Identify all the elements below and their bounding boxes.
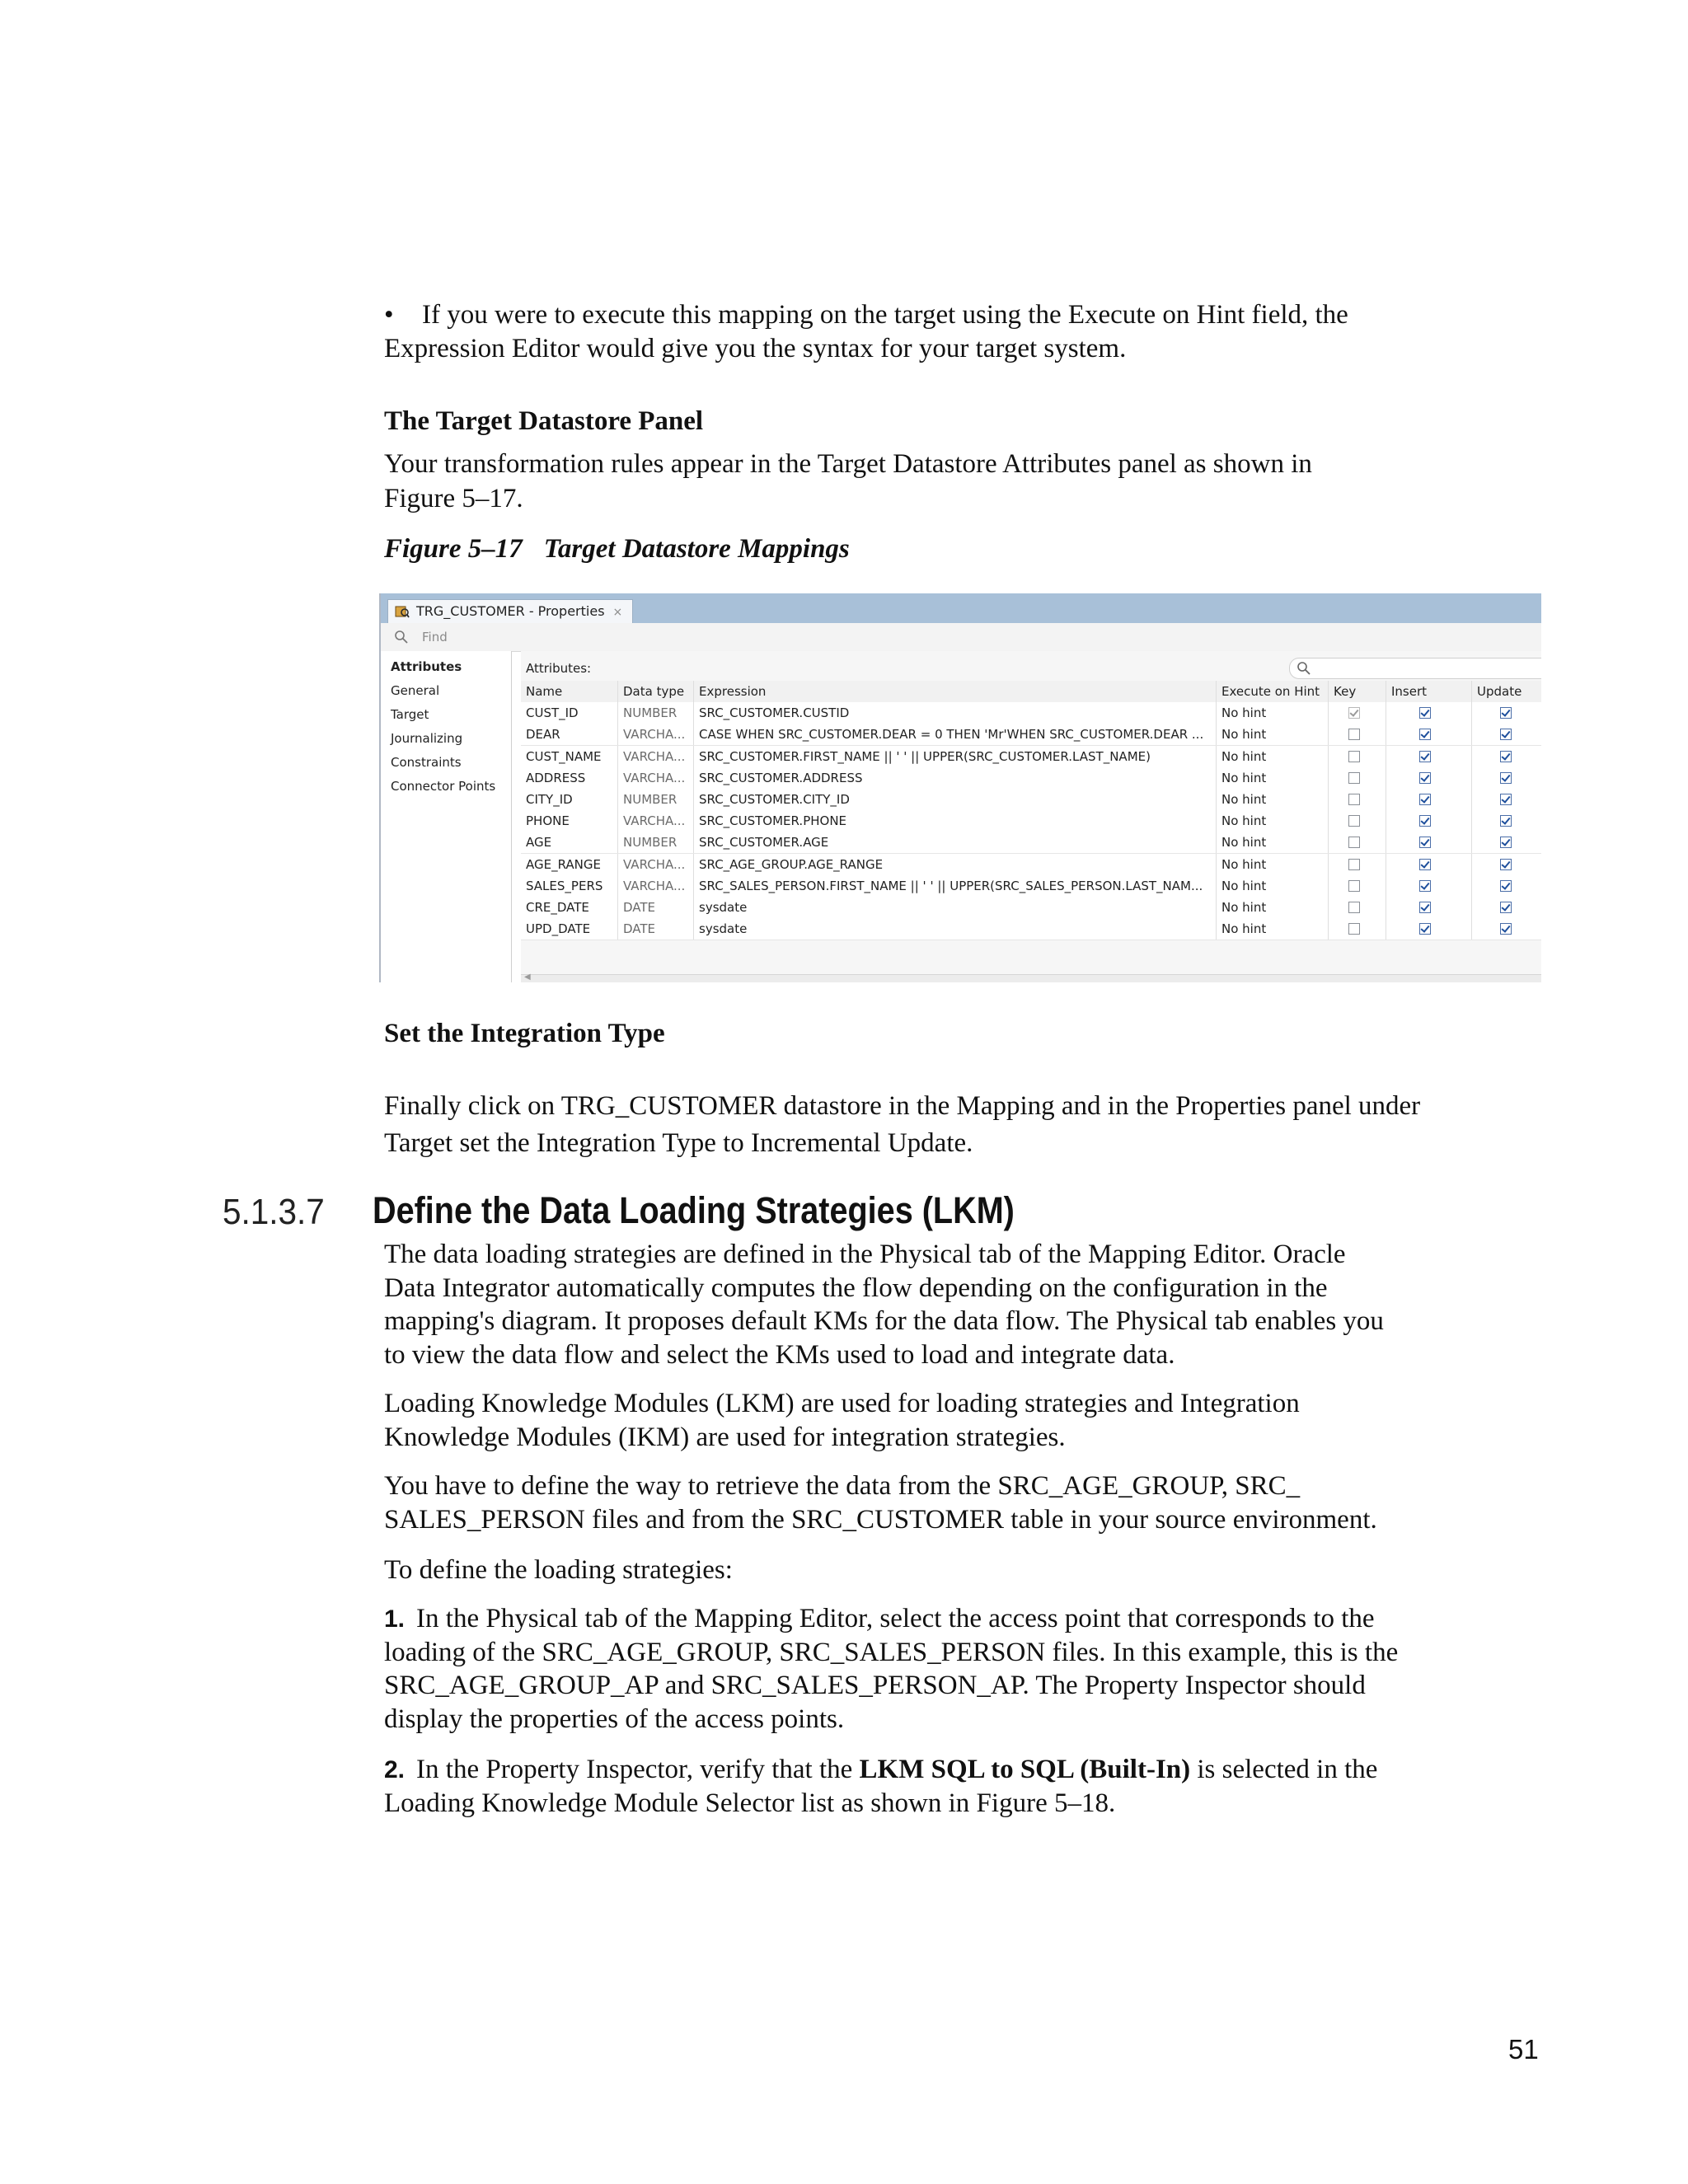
table-row[interactable]	[521, 918, 1541, 940]
step-2-pre: In the Property Inspector, verify that the	[416, 1755, 860, 1784]
bullet-line-1: If you were to execute this mapping on the target using the Execute on Hint field, the	[422, 300, 1348, 330]
cell-execute-on-hint: No hint	[1217, 702, 1329, 724]
search-icon	[1296, 661, 1311, 676]
update-checkbox[interactable]	[1500, 837, 1512, 848]
step-1-line-4: display the properties of the access points.	[384, 1704, 845, 1734]
step-2-number: 2.	[384, 1756, 406, 1783]
cell-execute-on-hint: No hint	[1217, 897, 1329, 918]
key-checkbox-cell	[1329, 918, 1386, 940]
sidebar-item-constraints[interactable]: Constraints	[391, 755, 462, 770]
update-checkbox-cell	[1472, 746, 1541, 767]
key-checkbox[interactable]	[1348, 729, 1360, 740]
key-checkbox-cell	[1329, 832, 1386, 853]
cell-data-type: VARCHA...	[618, 724, 694, 745]
update-checkbox-cell	[1472, 897, 1541, 918]
update-checkbox[interactable]	[1500, 923, 1512, 935]
insert-checkbox[interactable]	[1419, 751, 1431, 762]
cell-execute-on-hint: No hint	[1217, 810, 1329, 832]
step-1-number: 1.	[384, 1605, 406, 1633]
insert-checkbox-cell	[1386, 897, 1472, 918]
update-checkbox-cell	[1472, 832, 1541, 853]
sidebar-item-attributes[interactable]: Attributes	[391, 659, 462, 674]
cell-expression: SRC_CUSTOMER.FIRST_NAME || ' ' || UPPER(SRC_CUSTOMER.LAST_NAME)	[694, 746, 1217, 767]
key-checkbox-cell	[1329, 810, 1386, 832]
step-2-line-2: Loading Knowledge Module Selector list as shown in Figure 5–18.	[384, 1788, 1116, 1818]
insert-checkbox[interactable]	[1419, 707, 1431, 719]
insert-checkbox[interactable]	[1419, 902, 1431, 913]
cell-expression: SRC_CUSTOMER.PHONE	[694, 810, 1217, 832]
column-header-execute-on-hint[interactable]: Execute on Hint	[1217, 681, 1329, 702]
scroll-left-icon[interactable]: ◀	[524, 972, 531, 982]
figure-number: Figure 5–17	[384, 534, 523, 564]
insert-checkbox[interactable]	[1419, 859, 1431, 870]
update-checkbox[interactable]	[1500, 880, 1512, 892]
attributes-label: Attributes:	[526, 661, 592, 676]
cell-execute-on-hint: No hint	[1217, 724, 1329, 745]
key-checkbox[interactable]	[1348, 707, 1360, 719]
section-para-3-line-1: You have to define the way to retrieve the data from the SRC_AGE_GROUP, SRC_	[384, 1471, 1301, 1501]
window-titlebar	[381, 593, 1541, 623]
tab-title: TRG_CUSTOMER - Properties	[416, 603, 605, 619]
column-header-key[interactable]: Key	[1329, 681, 1386, 702]
attributes-header	[521, 654, 1541, 681]
key-checkbox-cell	[1329, 875, 1386, 897]
key-checkbox[interactable]	[1348, 880, 1360, 892]
insert-checkbox[interactable]	[1419, 923, 1431, 935]
insert-checkbox-cell	[1386, 767, 1472, 789]
update-checkbox-cell	[1472, 702, 1541, 724]
cell-expression: SRC_CUSTOMER.ADDRESS	[694, 767, 1217, 789]
cell-name: CRE_DATE	[521, 897, 618, 918]
section-para-1-line-4: to view the data flow and select the KMs used to load and integrate data.	[384, 1340, 1175, 1370]
target-panel-heading: The Target Datastore Panel	[384, 406, 704, 436]
insert-checkbox[interactable]	[1419, 880, 1431, 892]
step-1-text-1: In the Physical tab of the Mapping Editor, select the access point that corresponds to the	[416, 1604, 1375, 1633]
cell-data-type: DATE	[618, 918, 694, 940]
insert-checkbox-cell	[1386, 789, 1472, 810]
section-para-2-line-1: Loading Knowledge Modules (LKM) are used for loading strategies and Integration	[384, 1389, 1300, 1418]
cell-execute-on-hint: No hint	[1217, 854, 1329, 875]
key-checkbox[interactable]	[1348, 902, 1360, 913]
target-panel-line-2: Figure 5–17.	[384, 484, 523, 513]
update-checkbox-cell	[1472, 918, 1541, 940]
bullet-dot: •	[384, 300, 394, 330]
cell-data-type: NUMBER	[618, 702, 694, 724]
key-checkbox-cell	[1329, 702, 1386, 724]
cell-data-type: VARCHA...	[618, 767, 694, 789]
insert-checkbox[interactable]	[1419, 837, 1431, 848]
key-checkbox-cell	[1329, 724, 1386, 745]
section-para-1-line-3: mapping's diagram. It proposes default KMs for the data flow. The Physical tab enables you	[384, 1306, 1384, 1336]
step-1-line-2: loading of the SRC_AGE_GROUP, SRC_SALES_PERSON files. In this example, this is the	[384, 1638, 1399, 1667]
column-header-expression[interactable]: Expression	[694, 681, 1217, 702]
cell-execute-on-hint: No hint	[1217, 767, 1329, 789]
sidebar-item-general[interactable]: General	[391, 683, 440, 698]
key-checkbox[interactable]	[1348, 815, 1360, 827]
cell-expression: SRC_AGE_GROUP.AGE_RANGE	[694, 854, 1217, 875]
bullet-line-2: Expression Editor would give you the syntax for your target system.	[384, 334, 1127, 363]
horizontal-scrollbar[interactable]	[521, 974, 1541, 982]
cell-data-type: VARCHA...	[618, 810, 694, 832]
key-checkbox-cell	[1329, 854, 1386, 875]
table-row[interactable]	[521, 897, 1541, 919]
cell-name: CUST_NAME	[521, 746, 618, 767]
update-checkbox[interactable]	[1500, 794, 1512, 805]
figure-caption	[384, 534, 850, 565]
insert-checkbox[interactable]	[1419, 794, 1431, 805]
integration-line-1: Finally click on TRG_CUSTOMER datastore in the Mapping and in the Properties panel under	[384, 1091, 1421, 1121]
insert-checkbox-cell	[1386, 918, 1472, 940]
cell-data-type: VARCHA...	[618, 875, 694, 897]
cell-name: UPD_DATE	[521, 918, 618, 940]
step-1-line-3: SRC_AGE_GROUP_AP and SRC_SALES_PERSON_AP. The Property Inspector should	[384, 1671, 1366, 1700]
cell-name: DEAR	[521, 724, 618, 745]
table-row[interactable]	[521, 702, 1541, 724]
cell-expression: SRC_CUSTOMER.CITY_ID	[694, 789, 1217, 810]
update-checkbox-cell	[1472, 875, 1541, 897]
cell-expression: SRC_CUSTOMER.CUSTID	[694, 702, 1217, 724]
sidebar-item-journalizing[interactable]: Journalizing	[391, 731, 463, 746]
step-2-post: is selected in the	[1190, 1755, 1378, 1784]
insert-checkbox[interactable]	[1419, 729, 1431, 740]
attributes-search-input[interactable]	[1289, 658, 1541, 679]
sidebar-item-target[interactable]: Target	[391, 707, 429, 722]
table-row[interactable]	[521, 724, 1541, 746]
properties-icon	[395, 604, 410, 619]
cell-name: PHONE	[521, 810, 618, 832]
update-checkbox[interactable]	[1500, 751, 1512, 762]
cell-expression: sysdate	[694, 918, 1217, 940]
section-para-2-line-2: Knowledge Modules (IKM) are used for integration strategies.	[384, 1422, 1066, 1452]
cell-name: AGE	[521, 832, 618, 853]
insert-checkbox-cell	[1386, 746, 1472, 767]
table-row[interactable]	[521, 767, 1541, 790]
target-panel-line-1: Your transformation rules appear in the Target Datastore Attributes panel as shown in	[384, 449, 1312, 479]
cell-data-type: DATE	[618, 897, 694, 918]
update-checkbox-cell	[1472, 724, 1541, 745]
attributes-panel	[521, 651, 1541, 982]
section-number: 5.1.3.7	[223, 1192, 325, 1232]
update-checkbox-cell	[1472, 810, 1541, 832]
update-checkbox[interactable]	[1500, 729, 1512, 740]
table-row[interactable]	[521, 810, 1541, 832]
update-checkbox[interactable]	[1500, 859, 1512, 870]
section-para-3-line-2: SALES_PERSON files and from the SRC_CUSTOMER table in your source environment.	[384, 1505, 1377, 1535]
key-checkbox[interactable]	[1348, 923, 1360, 935]
close-icon[interactable]: ×	[612, 606, 623, 619]
update-checkbox[interactable]	[1500, 772, 1512, 784]
key-checkbox-cell	[1329, 767, 1386, 789]
table-row[interactable]	[521, 832, 1541, 854]
key-checkbox[interactable]	[1348, 772, 1360, 784]
update-checkbox-cell	[1472, 767, 1541, 789]
key-checkbox-cell	[1329, 789, 1386, 810]
cell-name: AGE_RANGE	[521, 854, 618, 875]
page-number: 51	[1508, 2034, 1539, 2064]
search-icon	[394, 630, 409, 644]
column-header-insert[interactable]: Insert	[1386, 681, 1472, 702]
key-checkbox[interactable]	[1348, 859, 1360, 870]
key-checkbox-cell	[1329, 746, 1386, 767]
cell-data-type: NUMBER	[618, 789, 694, 810]
table-row[interactable]	[521, 854, 1541, 876]
properties-sidebar	[381, 651, 512, 982]
update-checkbox-cell	[1472, 854, 1541, 875]
section-para-1-line-1: The data loading strategies are defined in the Physical tab of the Mapping Editor. Oracle	[384, 1240, 1346, 1269]
cell-expression: sysdate	[694, 897, 1217, 918]
insert-checkbox-cell	[1386, 875, 1472, 897]
cell-data-type: VARCHA...	[618, 854, 694, 875]
figure-title: Target Datastore Mappings	[543, 534, 850, 564]
section-para-1-line-2: Data Integrator automatically computes the flow depending on the configuration in the	[384, 1273, 1328, 1303]
cell-data-type: NUMBER	[618, 832, 694, 853]
insert-checkbox-cell	[1386, 810, 1472, 832]
find-bar	[381, 623, 1541, 652]
cell-expression: SRC_SALES_PERSON.FIRST_NAME || ' ' || UPPER(SRC_SALES_PERSON.LAST_NAM...	[694, 875, 1217, 897]
properties-window	[379, 593, 1541, 982]
cell-execute-on-hint: No hint	[1217, 789, 1329, 810]
integration-heading: Set the Integration Type	[384, 1019, 665, 1048]
integration-line-2: Target set the Integration Type to Incremental Update.	[384, 1128, 973, 1158]
insert-checkbox[interactable]	[1419, 815, 1431, 827]
cell-expression: SRC_CUSTOMER.AGE	[694, 832, 1217, 853]
update-checkbox-cell	[1472, 789, 1541, 810]
cell-execute-on-hint: No hint	[1217, 746, 1329, 767]
insert-checkbox-cell	[1386, 702, 1472, 724]
update-checkbox[interactable]	[1500, 707, 1512, 719]
cell-name: SALES_PERS	[521, 875, 618, 897]
cell-execute-on-hint: No hint	[1217, 918, 1329, 940]
table-row[interactable]	[521, 746, 1541, 768]
cell-expression: CASE WHEN SRC_CUSTOMER.DEAR = 0 THEN 'Mr'WHEN SRC_CUSTOMER.DEAR ...	[694, 724, 1217, 745]
column-header-data-type[interactable]: Data type	[618, 681, 694, 702]
step-2-bold: LKM SQL to SQL (Built-In)	[859, 1755, 1191, 1784]
update-checkbox[interactable]	[1500, 902, 1512, 913]
section-title: Define the Data Loading Strategies (LKM)	[373, 1189, 1015, 1231]
key-checkbox[interactable]	[1348, 837, 1360, 848]
cell-data-type: VARCHA...	[618, 746, 694, 767]
insert-checkbox-cell	[1386, 724, 1472, 745]
insert-checkbox[interactable]	[1419, 772, 1431, 784]
column-header-name[interactable]: Name	[521, 681, 618, 702]
step-1-line-1	[384, 1602, 1375, 1636]
column-header-update[interactable]: Update	[1477, 684, 1522, 699]
table-header	[521, 681, 1541, 703]
insert-checkbox-cell	[1386, 832, 1472, 853]
key-checkbox[interactable]	[1348, 751, 1360, 762]
key-checkbox-cell	[1329, 897, 1386, 918]
table-row[interactable]	[521, 875, 1541, 898]
cell-name: CUST_ID	[521, 702, 618, 724]
step-2-line-1	[384, 1753, 1377, 1787]
cell-name: CITY_ID	[521, 789, 618, 810]
table-row[interactable]	[521, 789, 1541, 811]
find-input[interactable]: Find	[422, 630, 448, 644]
insert-checkbox-cell	[1386, 854, 1472, 875]
sidebar-item-connector-points[interactable]: Connector Points	[391, 779, 496, 794]
section-para-4: To define the loading strategies:	[384, 1555, 733, 1585]
properties-tab[interactable]	[387, 599, 633, 623]
cell-name: ADDRESS	[521, 767, 618, 789]
cell-execute-on-hint: No hint	[1217, 832, 1329, 853]
key-checkbox[interactable]	[1348, 794, 1360, 805]
cell-execute-on-hint: No hint	[1217, 875, 1329, 897]
update-checkbox[interactable]	[1500, 815, 1512, 827]
